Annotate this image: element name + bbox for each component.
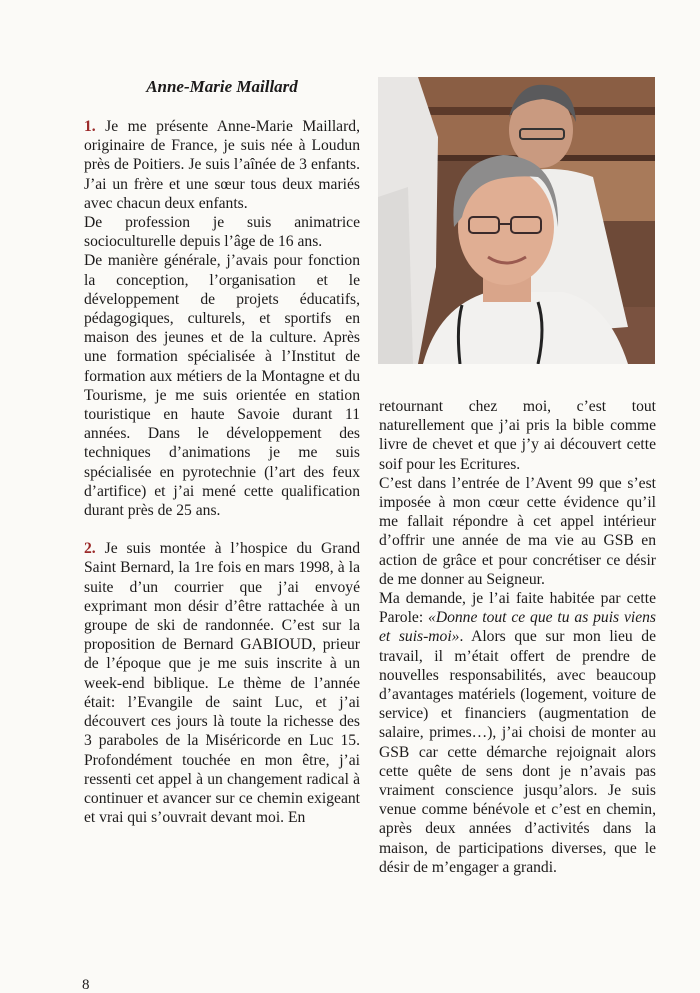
section-2-text-1: Je suis montée à l’hospice du Grand Saint Bernard, la 1re fois en mars 1998, à la suite d’un courrier que j’ai envoyé exprimant mon désir d’être rattachée à un groupe de ski de randonnée. C’est sur la proposition de Bernard GABIOUD, prieur de l’époque que je me suis inscrite à un week-end biblique. Le thème de l’année était: l’Evangile de saint Luc, et j’ai découvert ces jours là toute la richesse des 3 paraboles de la Miséricorde en Luc 15. Profondément touchée en mon être, j’ai ressenti cet appel à un changement radical à continuer et avancer sur ce chemin exigeant et vrai qui s’ouvrait devant moi. En bbox=[84, 540, 360, 827]
section-1-paragraph-3: De manière générale, j’avais pour fonction la conception, l’organisation et le développement de projets éducatifs, pédagogiques, culturels, et sportifs en maison des jeunes et de la culture. Après une formation spécialisée à l’Institut de formation aux métiers de la Montagne et du Tourisme, je me suis orientée en station touristique en haute Savoie durant 11 années. Dans le développement des techniques d’animations je me suis spécialisée en pyrotechnie (l’art des feux d’artifice) et j’ai mené cette qualification durant près de 25 ans. bbox=[84, 252, 360, 520]
section-1-paragraph-2: De profession je suis animatrice socioculturelle depuis l’âge de 16 ans. bbox=[84, 214, 360, 251]
right-p3-after: . Alors que sur mon lieu de travail, il m’était offert de prendre de nouvelles responsabilités, avec beaucoup d’avantages matériels (logement, voiture de service) et financiers (augmentation de salaire, primes…), j’ai choisi de monter au GSB car cette démarche rejoignait alors cette quête de sens dont je n’avais pas vraiment conscience jusqu’alors. Je suis venue comme bénévole et c’est en chemin, après deux années d’activités dans la maison, de participations diverses, que le désir de m’engager a grandi. bbox=[379, 628, 656, 876]
bible-quote: «Donne tout ce que tu as puis viens et suis-moi» bbox=[379, 609, 656, 646]
right-paragraph-3 bbox=[379, 589, 656, 877]
right-paragraph-1: retournant chez moi, c’est tout naturellement que j’ai pris la bible comme livre de chevet et que j’y ai découvert cette soif pour les Ecritures. bbox=[379, 398, 656, 473]
left-column bbox=[84, 117, 360, 827]
portrait-photo bbox=[378, 77, 655, 364]
article-title: Anne-Marie Maillard bbox=[146, 77, 298, 96]
section-2-number: 2. bbox=[84, 540, 96, 558]
section-1-number: 1. bbox=[84, 118, 96, 135]
section-1-paragraph-1 bbox=[84, 117, 360, 213]
page-number: 8 bbox=[82, 977, 90, 993]
section-1-text-1: Je me présente Anne-Marie Maillard, originaire de France, je suis née à Loudun près de Poitiers. Je suis l’aînée de 3 enfants. J’ai un frère et une sœur tous deux mariés avec chacun deux enfants. bbox=[84, 118, 360, 212]
right-p3-before: Ma demande, je l’ai faite habitée par cette Parole: bbox=[379, 590, 656, 627]
right-paragraph-2: C’est dans l’entrée de l’Avent 99 que s’est imposée à mon cœur cette évidence qu’il me fallait répondre à cet appel intérieur d’offrir une année de ma vie au GSB en action de grâce et pour concrétiser ce désir de me donner au Seigneur. bbox=[379, 474, 656, 588]
right-column bbox=[379, 397, 656, 877]
section-2-paragraph-1 bbox=[84, 539, 360, 827]
